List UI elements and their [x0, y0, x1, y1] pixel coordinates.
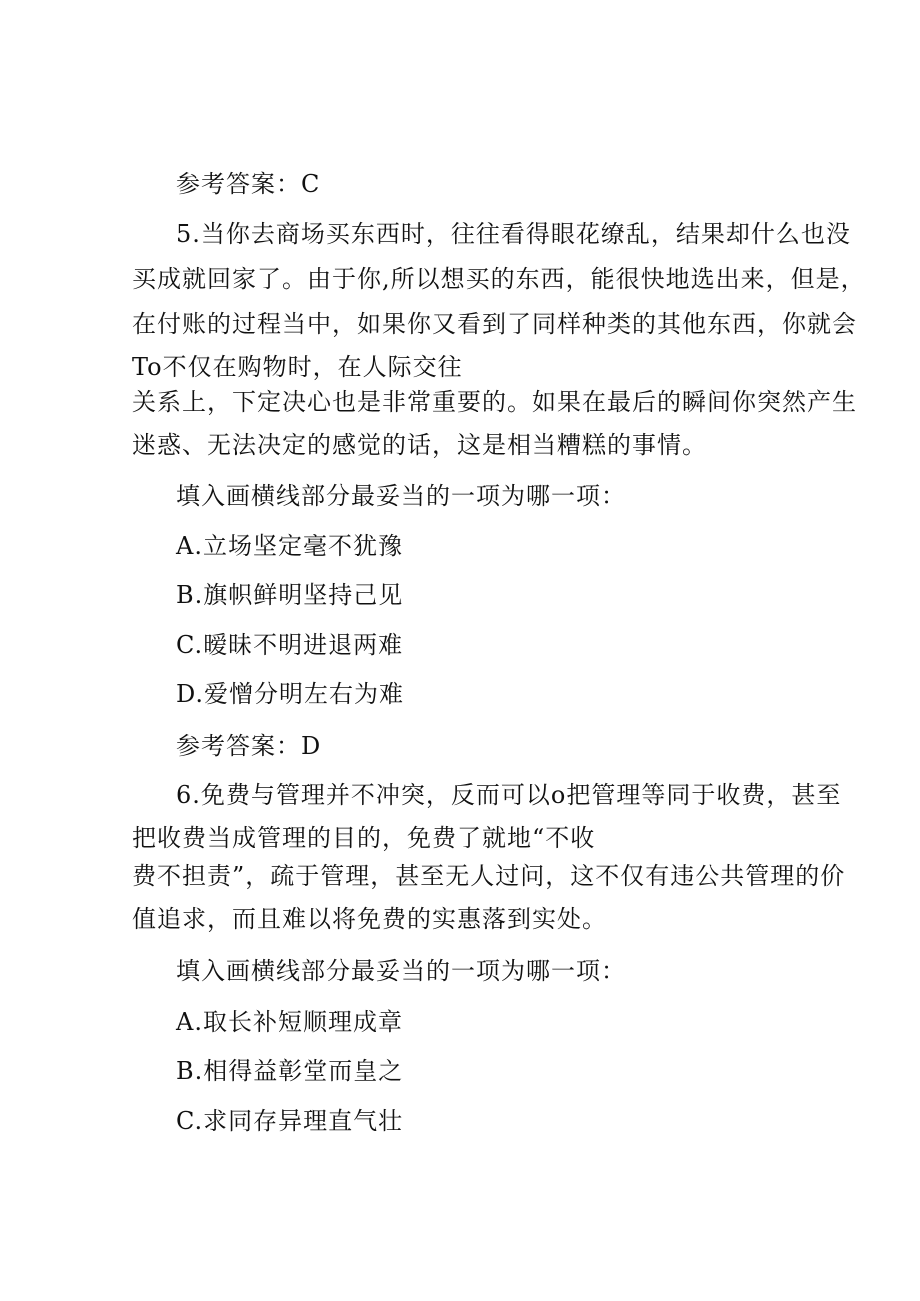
question-6-option-c: C.求同存异理直气壮 — [176, 1107, 404, 1135]
question-5-stem-line-4: To不仅在购物时，在人际交往 — [132, 353, 463, 381]
question-6-prompt: 填入画横线部分最妥当的一项为哪一项： — [176, 957, 626, 985]
question-5-stem-line-5: 关系上，下定决心也是非常重要的。如果在最后的瞬间你突然产生 — [132, 388, 857, 416]
question-6-option-b: B.相得益彰堂而皇之 — [176, 1057, 404, 1085]
question-6-stem-line-1: 6.免费与管理并不冲突，反而可以o把管理等同于收费，甚至 — [176, 781, 842, 809]
answer-q4: 参考答案：C — [176, 170, 321, 198]
question-5-stem-line-2: 买成就回家了。由于你,所以想买的东西，能很快地选出来，但是， — [132, 265, 866, 293]
question-6-stem-line-2: 把收费当成管理的目的，免费了就地“不收 — [132, 824, 596, 852]
answer-q5: 参考答案：D — [176, 732, 322, 760]
question-6-option-a: A.取长补短顺理成章 — [176, 1008, 403, 1036]
question-5-stem-line-6: 迷惑、无法决定的感觉的话，这是相当糟糕的事情。 — [132, 431, 707, 459]
question-5-prompt: 填入画横线部分最妥当的一项为哪一项： — [176, 482, 626, 510]
question-6-stem-line-3: 费不担责”，疏于管理，甚至无人过问，这不仅有违公共管理的价 — [132, 862, 846, 890]
question-6-stem-line-4: 值追求，而且难以将免费的实惠落到实处。 — [132, 905, 607, 933]
question-5-option-d: D.爱憎分明左右为难 — [176, 680, 405, 708]
question-5-stem-line-3: 在付账的过程当中，如果你又看到了同样种类的其他东西，你就会 — [132, 310, 857, 338]
question-5-option-b: B.旗帜鲜明坚持己见 — [176, 581, 404, 609]
question-5-option-a: A.立场坚定毫不犹豫 — [176, 532, 403, 560]
question-5-option-c: C.暧昧不明进退两难 — [176, 631, 404, 659]
question-5-stem-line-1: 5.当你去商场买东西时，往往看得眼花缭乱，结果却什么也没 — [176, 220, 851, 248]
